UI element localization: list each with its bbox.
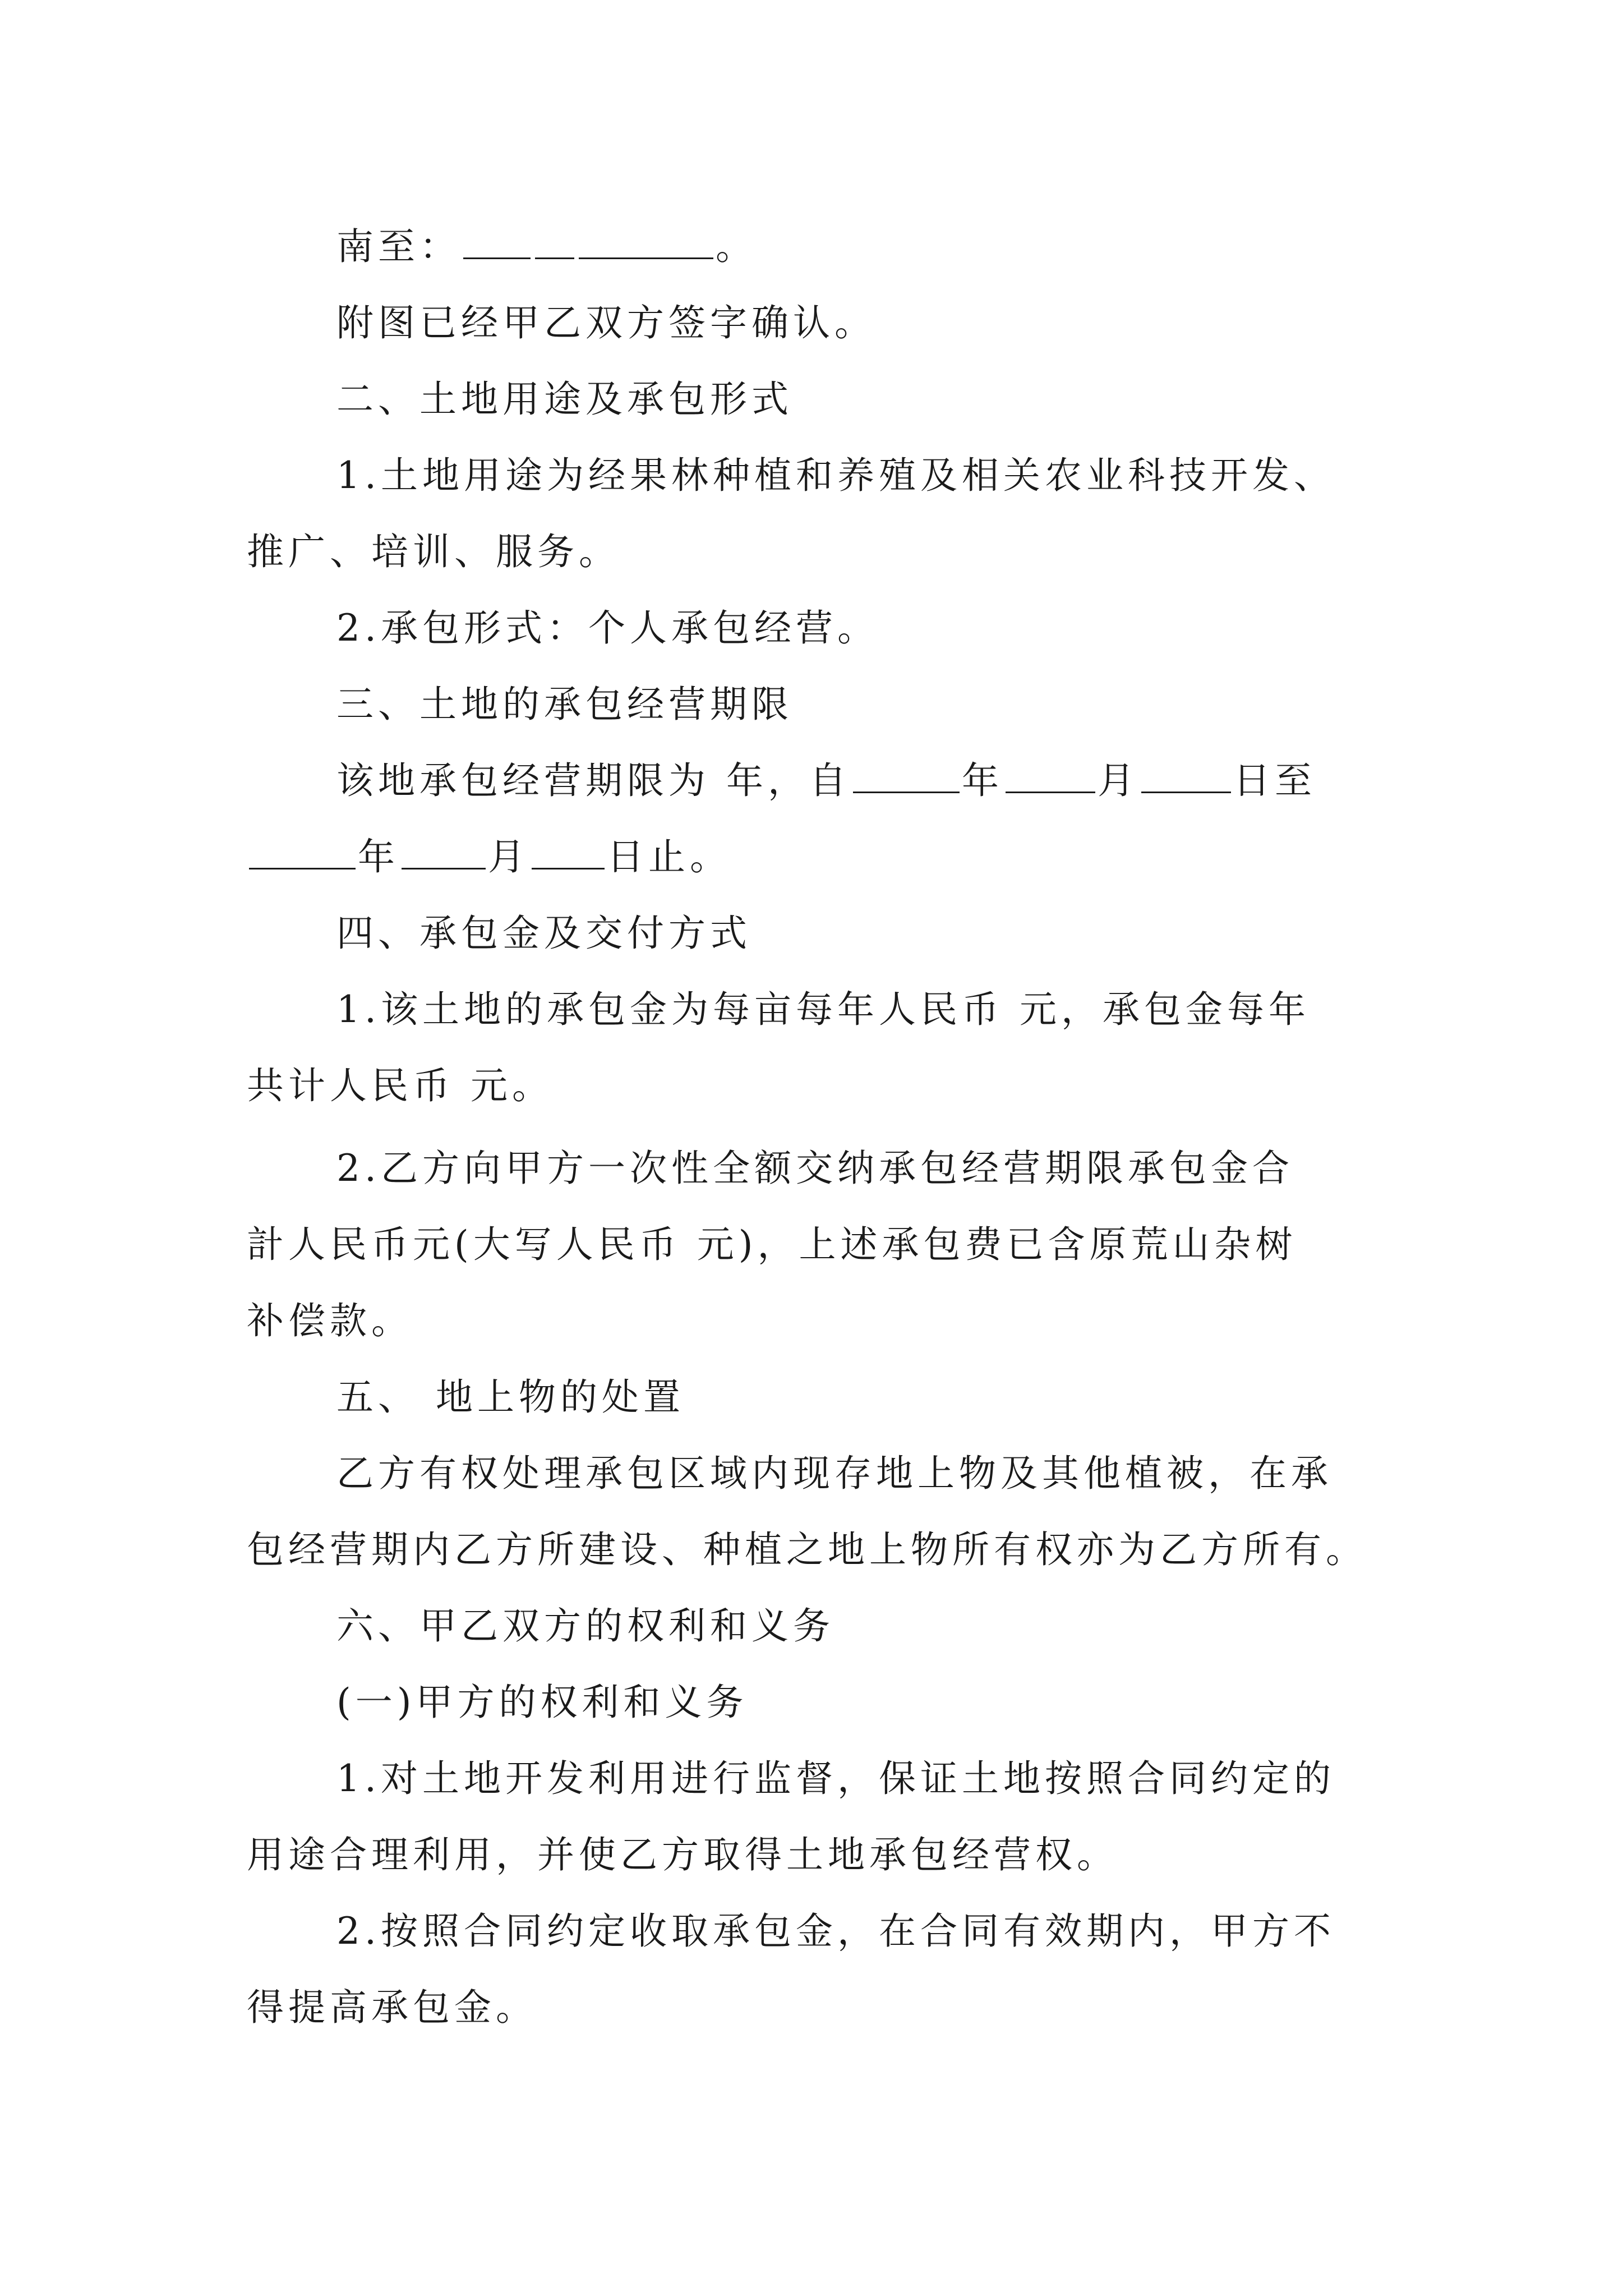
term-line xyxy=(336,756,1481,806)
day-label: 日止。 xyxy=(607,835,731,878)
paragraph-line: 得提高承包金。 xyxy=(247,1986,537,2029)
year-label: 年 xyxy=(358,835,399,878)
year-label: 年 xyxy=(961,759,1003,802)
section-heading: 六、甲乙双方的权利和义务 xyxy=(336,1604,834,1648)
boundary-south-line xyxy=(336,222,1481,272)
month-label: 月 xyxy=(1097,759,1139,802)
section-heading: 五、 地上物的处置 xyxy=(336,1375,685,1419)
month-blank xyxy=(402,834,486,869)
paragraph-line: 計人民币元(大写人民币 元)，上述承包费已含原荒山杂树 xyxy=(247,1223,1297,1266)
paragraph-line: 补偿款。 xyxy=(247,1299,413,1342)
day-blank xyxy=(1141,758,1231,793)
paragraph-line: 附图已经甲乙双方签字确认。 xyxy=(336,301,876,344)
paragraph-line: 2.承包形式：个人承包经营。 xyxy=(336,606,879,650)
year-blank xyxy=(853,758,960,793)
section-heading: 三、土地的承包经营期限 xyxy=(336,683,793,726)
paragraph-line: 乙方有权处理承包区域内现存地上物及其他植被，在承 xyxy=(336,1452,1332,1495)
term-text: 该地承包经营期限为 年，自 xyxy=(336,759,851,802)
paragraph-line: 推广、培训、服务。 xyxy=(247,530,620,573)
blank-field xyxy=(535,224,574,259)
boundary-south-label: 南至： xyxy=(336,225,461,268)
term-end-line xyxy=(247,832,1391,882)
subsection-heading: (一)甲方的权利和义务 xyxy=(336,1681,748,1724)
month-blank xyxy=(1006,758,1095,793)
paragraph-line: 2.按照合同约定收取承包金，在合同有效期内，甲方不 xyxy=(336,1910,1335,1953)
blank-field xyxy=(579,224,713,259)
day-label: 日至 xyxy=(1233,759,1316,802)
section-heading: 二、土地用途及承包形式 xyxy=(336,378,793,421)
month-label: 月 xyxy=(488,835,529,878)
paragraph-line: 共计人民币 元。 xyxy=(247,1064,554,1107)
year-blank xyxy=(249,834,356,869)
paragraph-line: 1.土地用途为经果林种植和养殖及相关农业科技开发、 xyxy=(336,454,1335,497)
paragraph-line: 用途合理利用，并使乙方取得土地承包经营权。 xyxy=(247,1833,1118,1876)
blank-field xyxy=(463,224,531,259)
day-blank xyxy=(532,834,605,869)
section-heading: 四、承包金及交付方式 xyxy=(336,912,751,955)
boundary-south-end: 。 xyxy=(716,225,757,268)
paragraph-line: 1.该土地的承包金为每亩每年人民币 元，承包金每年 xyxy=(336,988,1310,1031)
paragraph-line: 包经营期内乙方所建设、种植之地上物所有权亦为乙方所有。 xyxy=(247,1528,1367,1571)
paragraph-line: 2.乙方向甲方一次性全额交纳承包经营期限承包金合 xyxy=(336,1147,1294,1190)
paragraph-line: 1.对土地开发利用进行监督，保证土地按照合同约定的 xyxy=(336,1757,1335,1800)
